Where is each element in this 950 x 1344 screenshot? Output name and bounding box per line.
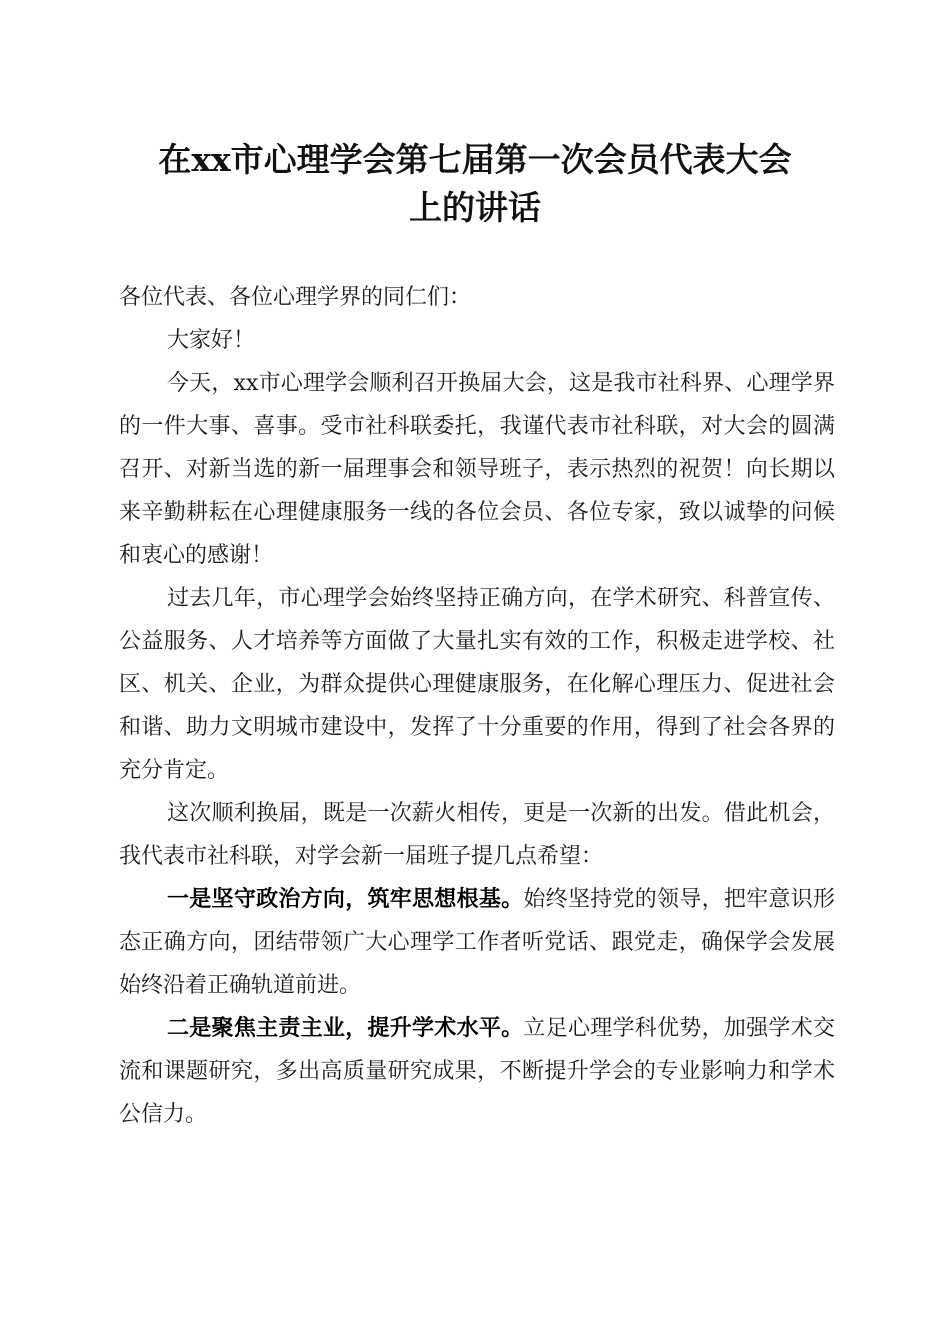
title-line-1: 在xx市心理学会第七届第一次会员代表大会 [158,140,792,179]
greeting: 大家好！ [167,328,256,353]
page-title [80,136,870,232]
speech-body [119,276,835,1136]
paragraph: 今天，xx市心理学会顺利召开换届大会，这是我市社科界、心理学界的一件大事、喜事。受市社科联委托，我谨代表市社科联，对大会的圆满召开、对新当选的新一届理事会和领导班子，表示热烈的祝贺！向长期以来辛勤耕耘在心理健康服务一线的各位会员、各位专家，致以诚挚的问候和衷心的感谢！ [119,371,835,568]
point-paragraph [119,878,835,1007]
salutation: 各位代表、各位心理学界的同仁们： [119,285,472,310]
point-heading: 二是聚焦主责主业，提升学术水平。 [167,1015,524,1041]
point-text: 立足心理学科优势，加强学术交流和课题研究，多出高质量研究成果，不断提升学会的专业影响力和学术公信力。 [119,1016,835,1127]
point-paragraph [119,1007,835,1136]
paragraph: 这次顺利换届，既是一次薪火相传，更是一次新的出发。借此机会，我代表市社科联，对学会新一届班子提几点希望： [119,801,835,869]
title-line-2: 上的讲话 [409,188,541,227]
point-text: 始终坚持党的领导，把牢意识形态正确方向，团结带领广大心理学工作者听党话、跟党走，确保学会发展始终沿着正确轨道前进。 [119,887,835,998]
point-heading: 一是坚守政治方向，筑牢思想根基。 [167,886,524,912]
paragraph: 过去几年，市心理学会始终坚持正确方向，在学术研究、科普宣传、公益服务、人才培养等方面做了大量扎实有效的工作，积极走进学校、社区、机关、企业，为群众提供心理健康服务，在化解心理压力、促进社会和谐、助力文明城市建设中，发挥了十分重要的作用，得到了社会各界的充分肯定。 [119,586,835,783]
